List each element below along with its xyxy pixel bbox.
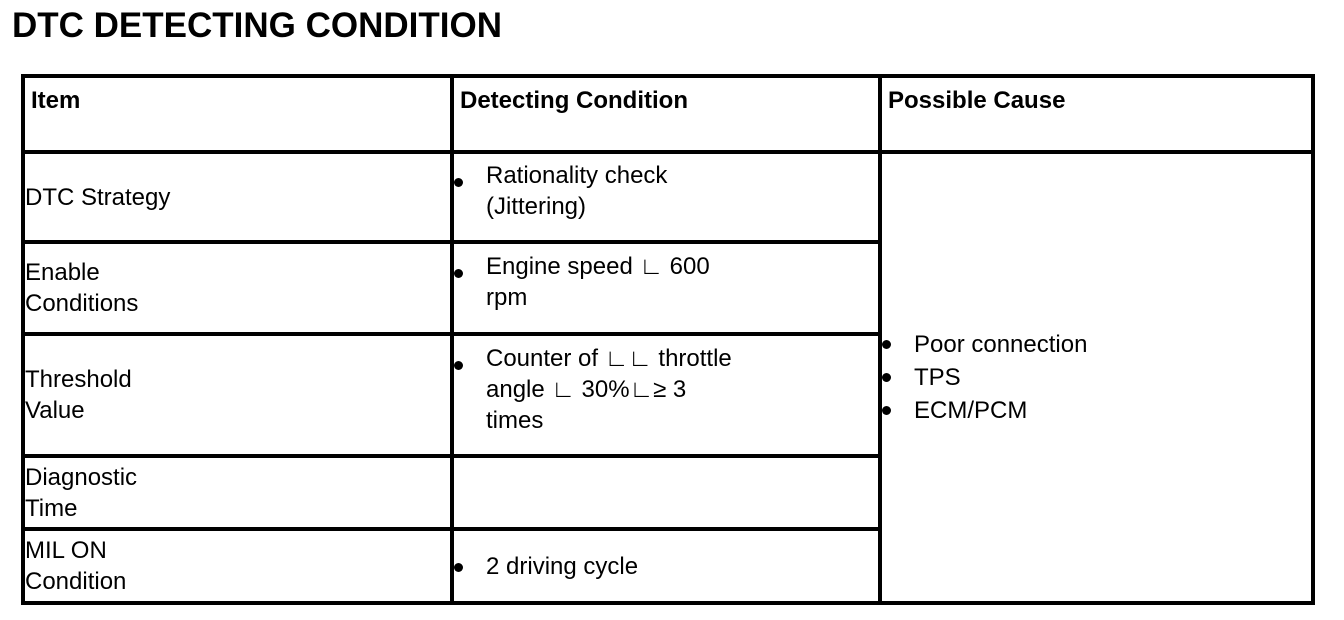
item-diagnostic-time: Diagnostic Time <box>23 456 452 529</box>
bullet-icon <box>454 178 463 187</box>
header-possible-cause: Possible Cause <box>880 76 1313 152</box>
condition-enable-conditions <box>452 242 880 334</box>
item-dtc-strategy: DTC Strategy <box>23 152 452 242</box>
header-item: Item <box>23 76 452 152</box>
condition-text: Counter of ∟∟ throttle angle ∟ 30%∟≥ 3 times <box>486 344 732 434</box>
bullet-icon <box>882 406 891 415</box>
item-threshold-value: Threshold Value <box>23 334 452 456</box>
item-enable-conditions: Enable Conditions <box>23 242 452 334</box>
bullet-icon <box>882 373 891 382</box>
header-detecting-condition: Detecting Condition <box>452 76 880 152</box>
cause-list-item <box>882 394 1311 427</box>
dtc-detecting-condition-table <box>21 74 1315 605</box>
condition-text: Rationality check (Jittering) <box>486 162 668 220</box>
possible-cause-cell <box>880 152 1313 603</box>
condition-list-item <box>454 162 878 228</box>
condition-list-item <box>454 551 878 582</box>
item-mil-on-condition: MIL ON Condition <box>23 529 452 603</box>
bullet-icon <box>454 361 463 370</box>
table-row <box>23 152 1313 242</box>
condition-list-item <box>454 344 878 442</box>
bullet-icon <box>454 563 463 572</box>
cause-text: Poor connection <box>914 331 1088 358</box>
condition-text: 2 driving cycle <box>486 552 639 580</box>
cause-text: TPS <box>914 364 961 391</box>
condition-mil-on-condition <box>452 529 880 603</box>
bullet-icon <box>454 269 463 278</box>
cause-list-item <box>882 328 1311 361</box>
page-title: DTC DETECTING CONDITION <box>12 6 502 45</box>
table-header-row <box>23 76 1313 152</box>
condition-text: Engine speed ∟ 600 rpm <box>486 253 710 311</box>
bullet-icon <box>882 340 891 349</box>
cause-list-item <box>882 361 1311 394</box>
condition-list-item <box>454 253 878 319</box>
cause-text: ECM/PCM <box>914 397 1028 424</box>
condition-dtc-strategy <box>452 152 880 242</box>
condition-threshold-value <box>452 334 880 456</box>
condition-diagnostic-time <box>452 456 880 529</box>
